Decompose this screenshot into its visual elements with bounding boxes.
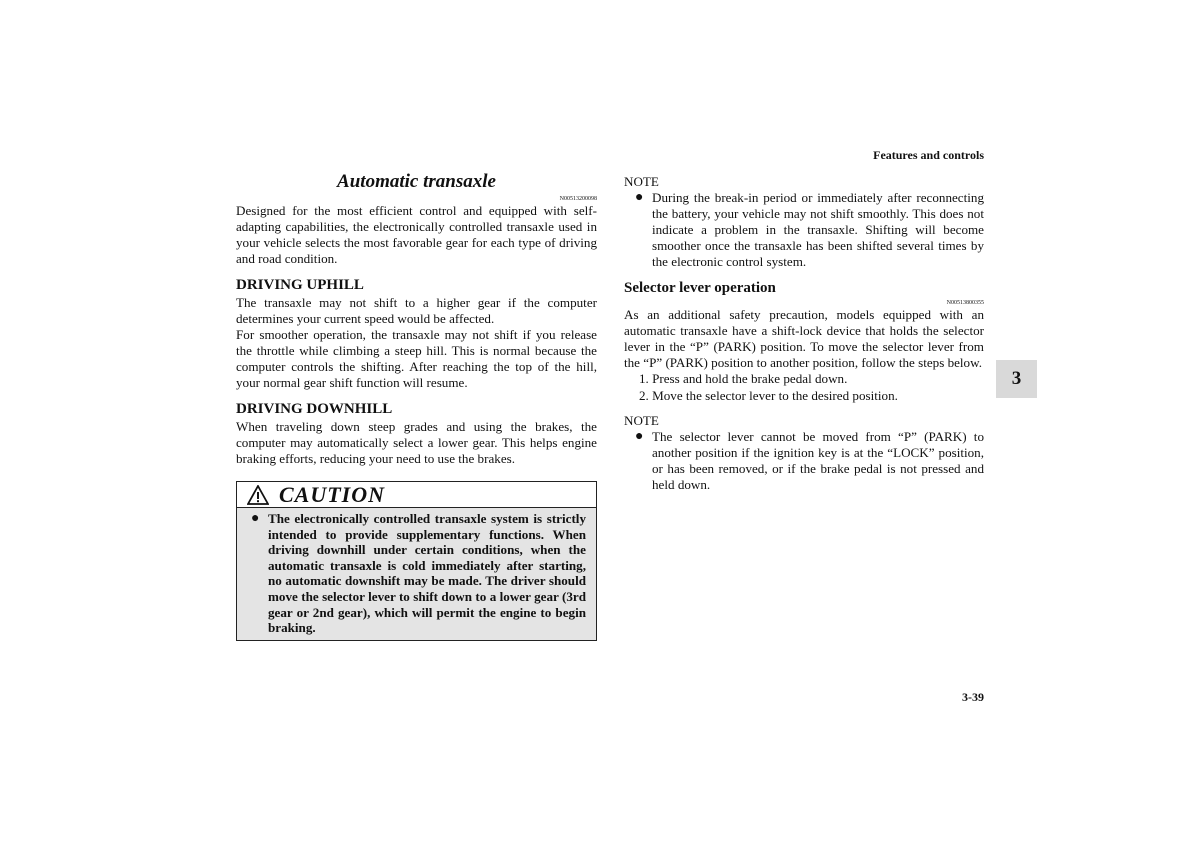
note-label-1: NOTE [624,174,659,189]
note-2-text: The selector lever cannot be moved from “P” (PARK) to another position if the ignition key is at the “LOCK” position, or has been removed, or if the brake pedal is not pressed and held down. [652,429,984,492]
caution-header [237,482,596,508]
chapter-tab: 3 [996,360,1037,398]
intro-paragraph: Designed for the most efficient control and equipped with self-adapting capabilities, the electronically controlled transaxle used in your vehicle selects the most favorable gear for each type of driving and road condition. [236,203,597,266]
note-1 [624,190,984,270]
note-1-text: During the break-in period or immediately after reconnecting the battery, your vehicle may not shift smoothly. This does not indicate a problem in the transaxle. Shifting will become smoother once the transaxle has been shifted several times by the electronic control system. [652,190,984,269]
caution-box [236,481,597,641]
uphill-paragraph-2: For smoother operation, the transaxle may not shift if you release the throttle while climbing a steep hill. This is normal because the computer controls the shifting. After reaching the top of the hill, your normal gear shift function will resume. [236,327,597,390]
warning-triangle-icon [247,485,269,505]
step-1: 1. Press and hold the brake pedal down. [639,371,848,386]
note-label-2: NOTE [624,413,659,428]
page-title: Automatic transaxle [337,171,496,192]
uphill-paragraph-1: The transaxle may not shift to a higher gear if the computer determines your current speed would be affected. [236,295,597,326]
section-header: Features and controls [873,148,984,162]
caution-text: The electronically controlled transaxle system is strictly intended to provide supplementary functions. When driving downhill under certain conditions, when the automatic transaxle is cold immediately after starting, no automatic downshift may be made. The driver should move the selector lever to shift down to a lower gear (3rd gear or 2nd gear), which will permit the engine to begin braking. [268,511,586,636]
selector-paragraph: As an additional safety precaution, models equipped with an automatic transaxle have a shift-lock device that holds the selector lever in the “P” (PARK) position. To move the selector lever from the “P” (PARK) position to another position, follow the steps below. [624,307,984,370]
step-2: 2. Move the selector lever to the desired position. [639,388,898,403]
title-code: N00513200098 [559,196,597,202]
downhill-paragraph: When traveling down steep grades and using the brakes, the computer may automatically select a lower gear. This helps engine braking efforts, reducing your need to use the brakes. [236,419,597,466]
note-2 [624,429,984,493]
uphill-heading: DRIVING UPHILL [236,277,364,293]
selector-heading: Selector lever operation [624,280,776,296]
downhill-heading: DRIVING DOWNHILL [236,401,393,417]
page-number: 3-39 [962,690,984,704]
bullet-icon: ● [635,190,644,205]
left-column [236,170,597,641]
bullet-icon: ● [635,429,644,444]
selector-code: N00513800355 [946,300,984,306]
caution-title: CAUTION [279,481,386,507]
right-column [624,174,984,493]
caution-body [237,508,596,640]
bullet-icon: ● [251,511,260,526]
